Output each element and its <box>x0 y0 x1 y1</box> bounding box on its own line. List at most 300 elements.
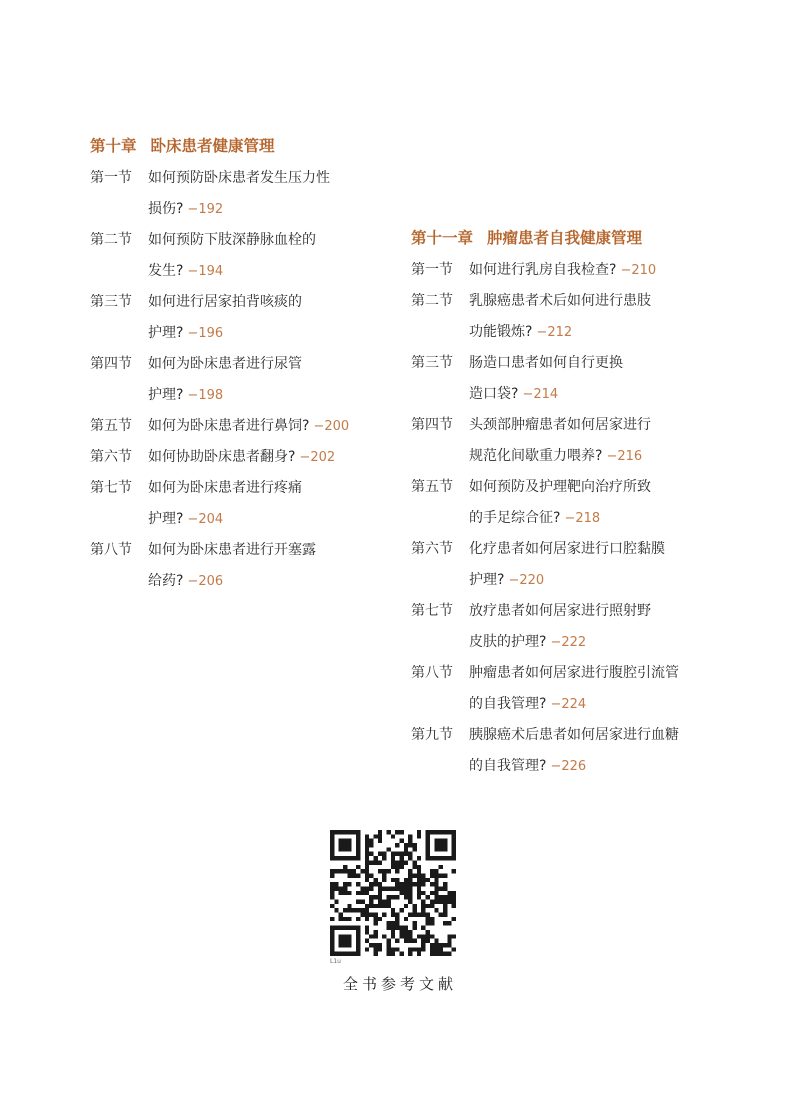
qr-module <box>443 943 447 947</box>
qr-module <box>421 934 425 938</box>
section-label: 第五节 <box>90 418 132 434</box>
qr-module <box>334 856 338 860</box>
toc-entry[interactable] <box>90 411 390 442</box>
qr-module <box>386 830 390 834</box>
qr-module <box>391 878 395 882</box>
qr-module <box>443 886 447 890</box>
qr-module <box>330 947 334 951</box>
chapter-number: 第十章 <box>90 136 137 155</box>
toc-entry[interactable] <box>411 348 711 410</box>
qr-module <box>430 952 434 956</box>
section-title-line <box>469 379 711 410</box>
qr-module <box>347 926 351 930</box>
qr-module <box>413 926 417 930</box>
qr-module <box>356 952 360 956</box>
qr-module <box>330 839 334 843</box>
qr-module <box>452 917 456 921</box>
qr-module <box>447 895 451 899</box>
qr-module <box>452 895 456 899</box>
qr-module <box>330 869 334 873</box>
qr-module <box>439 856 443 860</box>
section-title-text: 如何进行乳房自我检查? <box>469 262 617 278</box>
toc-entry[interactable] <box>90 349 390 411</box>
section-title-line <box>469 255 711 286</box>
qr-module <box>426 917 430 921</box>
qr-module <box>382 886 386 890</box>
qr-caption: 全书参考文献 <box>342 975 457 993</box>
section-label: 第六节 <box>411 541 453 557</box>
qr-module <box>334 952 338 956</box>
qr-module <box>434 878 438 882</box>
qr-module <box>360 869 364 873</box>
qr-module <box>404 886 408 890</box>
qr-module <box>426 830 430 834</box>
qr-module <box>430 900 434 904</box>
section-title-line <box>148 194 390 225</box>
qr-module <box>421 943 425 947</box>
qr-module <box>443 952 447 956</box>
qr-module <box>413 921 417 925</box>
section-title-line <box>148 442 390 473</box>
qr-module <box>378 830 382 834</box>
qr-module <box>365 869 369 873</box>
qr-module <box>430 869 434 873</box>
qr-module <box>369 943 373 947</box>
toc-entry[interactable] <box>90 442 390 473</box>
toc-entry[interactable] <box>411 596 711 658</box>
qr-module <box>365 947 369 951</box>
qr-code-block <box>330 830 456 965</box>
qr-module <box>417 856 421 860</box>
section-title-text: 头颈部肿瘤患者如何居家进行 <box>469 417 651 433</box>
qr-module <box>369 913 373 917</box>
section-title-text: 肿瘤患者如何居家进行腹腔引流管 <box>469 665 679 681</box>
toc-entry[interactable] <box>411 720 711 782</box>
qr-module <box>417 934 421 938</box>
section-title-line <box>148 535 390 566</box>
page-number: −196 <box>187 326 224 341</box>
qr-module <box>443 847 447 851</box>
qr-module <box>356 947 360 951</box>
qr-module <box>430 882 434 886</box>
section-title-line <box>469 565 711 596</box>
qr-module <box>430 943 434 947</box>
toc-entry[interactable] <box>90 535 390 597</box>
qr-module <box>356 917 360 921</box>
qr-module <box>408 900 412 904</box>
qr-module <box>343 943 347 947</box>
qr-module <box>395 913 399 917</box>
qr-module <box>339 843 343 847</box>
qr-module <box>369 900 373 904</box>
qr-module <box>439 873 443 877</box>
qr-module <box>378 852 382 856</box>
qr-module <box>339 917 343 921</box>
qr-module <box>426 878 430 882</box>
qr-module <box>430 891 434 895</box>
qr-module <box>373 913 377 917</box>
qr-module <box>330 952 334 956</box>
qr-module <box>434 843 438 847</box>
qr-module <box>430 904 434 908</box>
qr-module <box>400 891 404 895</box>
qr-module <box>452 830 456 834</box>
qr-module <box>356 926 360 930</box>
qr-module <box>356 934 360 938</box>
qr-module <box>421 891 425 895</box>
qr-module <box>434 908 438 912</box>
section-title-text: 化疗患者如何居家进行口腔黏膜 <box>469 541 665 557</box>
qr-module <box>439 895 443 899</box>
qr-module <box>369 852 373 856</box>
qr-module <box>330 926 334 930</box>
qr-module <box>400 926 404 930</box>
qr-module <box>391 913 395 917</box>
qr-module <box>404 939 408 943</box>
section-label: 第七节 <box>90 480 132 496</box>
section-title-line <box>469 286 711 317</box>
qr-module <box>373 882 377 886</box>
qr-module <box>395 860 399 864</box>
qr-module <box>356 908 360 912</box>
qr-module <box>347 917 351 921</box>
qr-module <box>443 908 447 912</box>
qr-module <box>400 856 404 860</box>
qr-module <box>439 865 443 869</box>
qr-module <box>408 843 412 847</box>
qr-module <box>356 847 360 851</box>
qr-module <box>330 856 334 860</box>
qr-module <box>417 830 421 834</box>
qr-module <box>413 939 417 943</box>
page-number: −210 <box>620 263 657 278</box>
qr-module <box>417 913 421 917</box>
toc-entry[interactable] <box>90 473 390 535</box>
qr-module <box>386 926 390 930</box>
qr-module <box>330 895 334 899</box>
section-title-text: 如何预防及护理靶向治疗所致 <box>469 479 651 495</box>
qr-module <box>378 839 382 843</box>
qr-module <box>343 891 347 895</box>
section-title-line <box>148 287 390 318</box>
qr-module <box>413 847 417 851</box>
qr-module <box>386 921 390 925</box>
qr-module <box>373 934 377 938</box>
qr-module <box>434 939 438 943</box>
page-number: −226 <box>550 759 587 774</box>
qr-module <box>365 843 369 847</box>
section-title-text: 损伤? <box>148 201 184 217</box>
qr-module <box>334 882 338 886</box>
qr-module <box>347 869 351 873</box>
chapter-title <box>90 132 390 160</box>
qr-module <box>395 882 399 886</box>
qr-module <box>378 886 382 890</box>
section-title-text: 功能锻炼? <box>469 324 533 340</box>
qr-module <box>443 900 447 904</box>
qr-module <box>347 847 351 851</box>
qr-module <box>373 834 377 838</box>
qr-module <box>408 852 412 856</box>
page-number: −206 <box>187 574 224 589</box>
page-number: −204 <box>187 512 224 527</box>
qr-module <box>447 934 451 938</box>
toc-entry[interactable] <box>411 534 711 596</box>
qr-module <box>443 873 447 877</box>
qr-module <box>417 873 421 877</box>
qr-module <box>447 900 451 904</box>
page-number: −212 <box>536 325 573 340</box>
qr-module <box>378 900 382 904</box>
qr-module <box>356 834 360 838</box>
qr-module <box>378 869 382 873</box>
qr-module <box>400 934 404 938</box>
qr-module <box>378 947 382 951</box>
qr-module <box>378 904 382 908</box>
qr-module <box>434 882 438 886</box>
qr-module <box>417 882 421 886</box>
page-number: −198 <box>187 388 224 403</box>
qr-module <box>404 852 408 856</box>
section-title-text: 规范化间歇重力喂养? <box>469 448 603 464</box>
qr-module <box>395 830 399 834</box>
qr-module <box>343 952 347 956</box>
qr-module <box>443 895 447 899</box>
qr-module <box>356 865 360 869</box>
qr-module <box>400 908 404 912</box>
qr-module <box>408 947 412 951</box>
section-title-line <box>469 348 711 379</box>
qr-module <box>408 856 412 860</box>
qr-module <box>426 834 430 838</box>
qr-module <box>404 860 408 864</box>
qr-module <box>417 952 421 956</box>
qr-module <box>391 947 395 951</box>
qr-module <box>369 895 373 899</box>
section-title-text: 如何进行居家拍背咳痰的 <box>148 294 302 310</box>
qr-module <box>330 873 334 877</box>
qr-module <box>426 856 430 860</box>
qr-module <box>452 843 456 847</box>
section-label: 第四节 <box>411 417 453 433</box>
qr-module <box>426 904 430 908</box>
section-label: 第五节 <box>411 479 453 495</box>
qr-module <box>413 908 417 912</box>
qr-module <box>378 895 382 899</box>
qr-module <box>434 856 438 860</box>
qr-module <box>352 873 356 877</box>
section-title-line <box>148 566 390 597</box>
toc-entry[interactable] <box>411 658 711 720</box>
toc-entry[interactable] <box>90 163 390 225</box>
toc-entry[interactable] <box>90 225 390 287</box>
qr-module <box>426 939 430 943</box>
chapter-name: 肿瘤患者自我健康管理 <box>487 228 643 247</box>
qr-module <box>426 921 430 925</box>
qr-module <box>347 952 351 956</box>
section-title-line <box>148 473 390 504</box>
toc-entry[interactable] <box>411 255 711 286</box>
chapter-10-column <box>90 132 390 597</box>
qr-module <box>360 913 364 917</box>
section-label: 第三节 <box>411 355 453 371</box>
qr-module <box>347 934 351 938</box>
qr-module <box>373 917 377 921</box>
qr-module <box>334 830 338 834</box>
qr-module <box>447 921 451 925</box>
qr-module <box>347 939 351 943</box>
qr-module <box>339 952 343 956</box>
page-number: −194 <box>187 264 224 279</box>
section-title-line <box>148 318 390 349</box>
section-title-text: 的手足综合征? <box>469 510 561 526</box>
qr-module <box>330 886 334 890</box>
qr-module <box>434 873 438 877</box>
qr-module <box>330 852 334 856</box>
qr-module <box>365 930 369 934</box>
qr-module <box>417 886 421 890</box>
qr-module <box>443 921 447 925</box>
qr-module <box>356 930 360 934</box>
qr-module <box>365 917 369 921</box>
qr-module <box>347 891 351 895</box>
qr-module <box>413 904 417 908</box>
qr-module <box>347 943 351 947</box>
qr-module <box>369 904 373 908</box>
qr-module <box>413 860 417 864</box>
section-title-text: 护理? <box>148 387 184 403</box>
qr-module <box>378 882 382 886</box>
toc-entry[interactable] <box>90 287 390 349</box>
qr-module <box>330 891 334 895</box>
qr-module <box>352 869 356 873</box>
section-title-text: 如何为卧床患者进行鼻饲? <box>148 418 310 434</box>
section-title-text: 乳腺癌患者术后如何进行患肢 <box>469 293 651 309</box>
section-title-text: 的自我管理? <box>469 696 547 712</box>
qr-module <box>447 830 451 834</box>
qr-module <box>400 839 404 843</box>
qr-module <box>356 943 360 947</box>
section-title-line <box>469 751 711 782</box>
qr-module <box>439 913 443 917</box>
qr-module <box>382 869 386 873</box>
qr-module <box>452 839 456 843</box>
qr-module <box>365 856 369 860</box>
qr-module <box>343 843 347 847</box>
qr-module <box>330 882 334 886</box>
qr-module <box>339 913 343 917</box>
section-title-line <box>469 534 711 565</box>
qr-module <box>439 947 443 951</box>
qr-module <box>386 952 390 956</box>
qr-module <box>339 847 343 851</box>
qr-module <box>434 830 438 834</box>
qr-module <box>386 847 390 851</box>
qr-tiny-label: L1u <box>330 958 341 965</box>
qr-module <box>426 847 430 851</box>
qr-module <box>439 839 443 843</box>
qr-module <box>413 843 417 847</box>
section-title-line <box>148 225 390 256</box>
qr-module <box>365 926 369 930</box>
qr-module <box>408 952 412 956</box>
qr-module <box>339 839 343 843</box>
qr-module <box>404 847 408 851</box>
qr-module <box>347 908 351 912</box>
section-title-text: 护理? <box>469 572 505 588</box>
qr-module <box>452 891 456 895</box>
qr-module <box>334 869 338 873</box>
toc-entry[interactable] <box>411 286 711 348</box>
qr-module <box>395 947 399 951</box>
qr-module <box>369 873 373 877</box>
qr-module <box>373 943 377 947</box>
section-title-line <box>148 504 390 535</box>
qr-module <box>373 878 377 882</box>
qr-module <box>439 830 443 834</box>
section-title-text: 皮肤的护理? <box>469 634 547 650</box>
qr-module <box>421 913 425 917</box>
qr-module <box>330 930 334 934</box>
qr-module <box>417 891 421 895</box>
qr-module <box>330 934 334 938</box>
qr-module <box>408 869 412 873</box>
qr-module <box>391 895 395 899</box>
qr-module <box>391 886 395 890</box>
qr-module <box>417 895 421 899</box>
qr-module <box>352 926 356 930</box>
qr-module <box>386 900 390 904</box>
qr-module <box>330 904 334 908</box>
qr-module <box>421 878 425 882</box>
qr-module <box>421 904 425 908</box>
qr-module <box>378 860 382 864</box>
qr-module <box>330 943 334 947</box>
qr-module <box>378 891 382 895</box>
section-title-text: 如何为卧床患者进行疼痛 <box>148 480 302 496</box>
qr-module <box>356 891 360 895</box>
qr-module <box>386 895 390 899</box>
toc-entry[interactable] <box>411 410 711 472</box>
section-title-line <box>469 720 711 751</box>
qr-module <box>426 930 430 934</box>
toc-entry[interactable] <box>411 472 711 534</box>
qr-module <box>334 886 338 890</box>
section-label: 第九节 <box>411 727 453 743</box>
section-label: 第八节 <box>411 665 453 681</box>
qr-module <box>452 904 456 908</box>
qr-module <box>334 926 338 930</box>
qr-module <box>452 852 456 856</box>
page-number: −220 <box>508 573 545 588</box>
page-number: −218 <box>564 511 601 526</box>
qr-module <box>417 878 421 882</box>
section-label: 第四节 <box>90 356 132 372</box>
qr-module <box>356 900 360 904</box>
qr-module <box>347 856 351 860</box>
qr-module <box>343 869 347 873</box>
qr-module <box>330 843 334 847</box>
qr-module <box>391 952 395 956</box>
qr-module <box>347 873 351 877</box>
qr-module <box>404 878 408 882</box>
qr-module <box>447 952 451 956</box>
qr-module <box>395 939 399 943</box>
qr-module <box>386 947 390 951</box>
qr-module <box>439 952 443 956</box>
qr-module <box>365 865 369 869</box>
qr-module <box>339 869 343 873</box>
